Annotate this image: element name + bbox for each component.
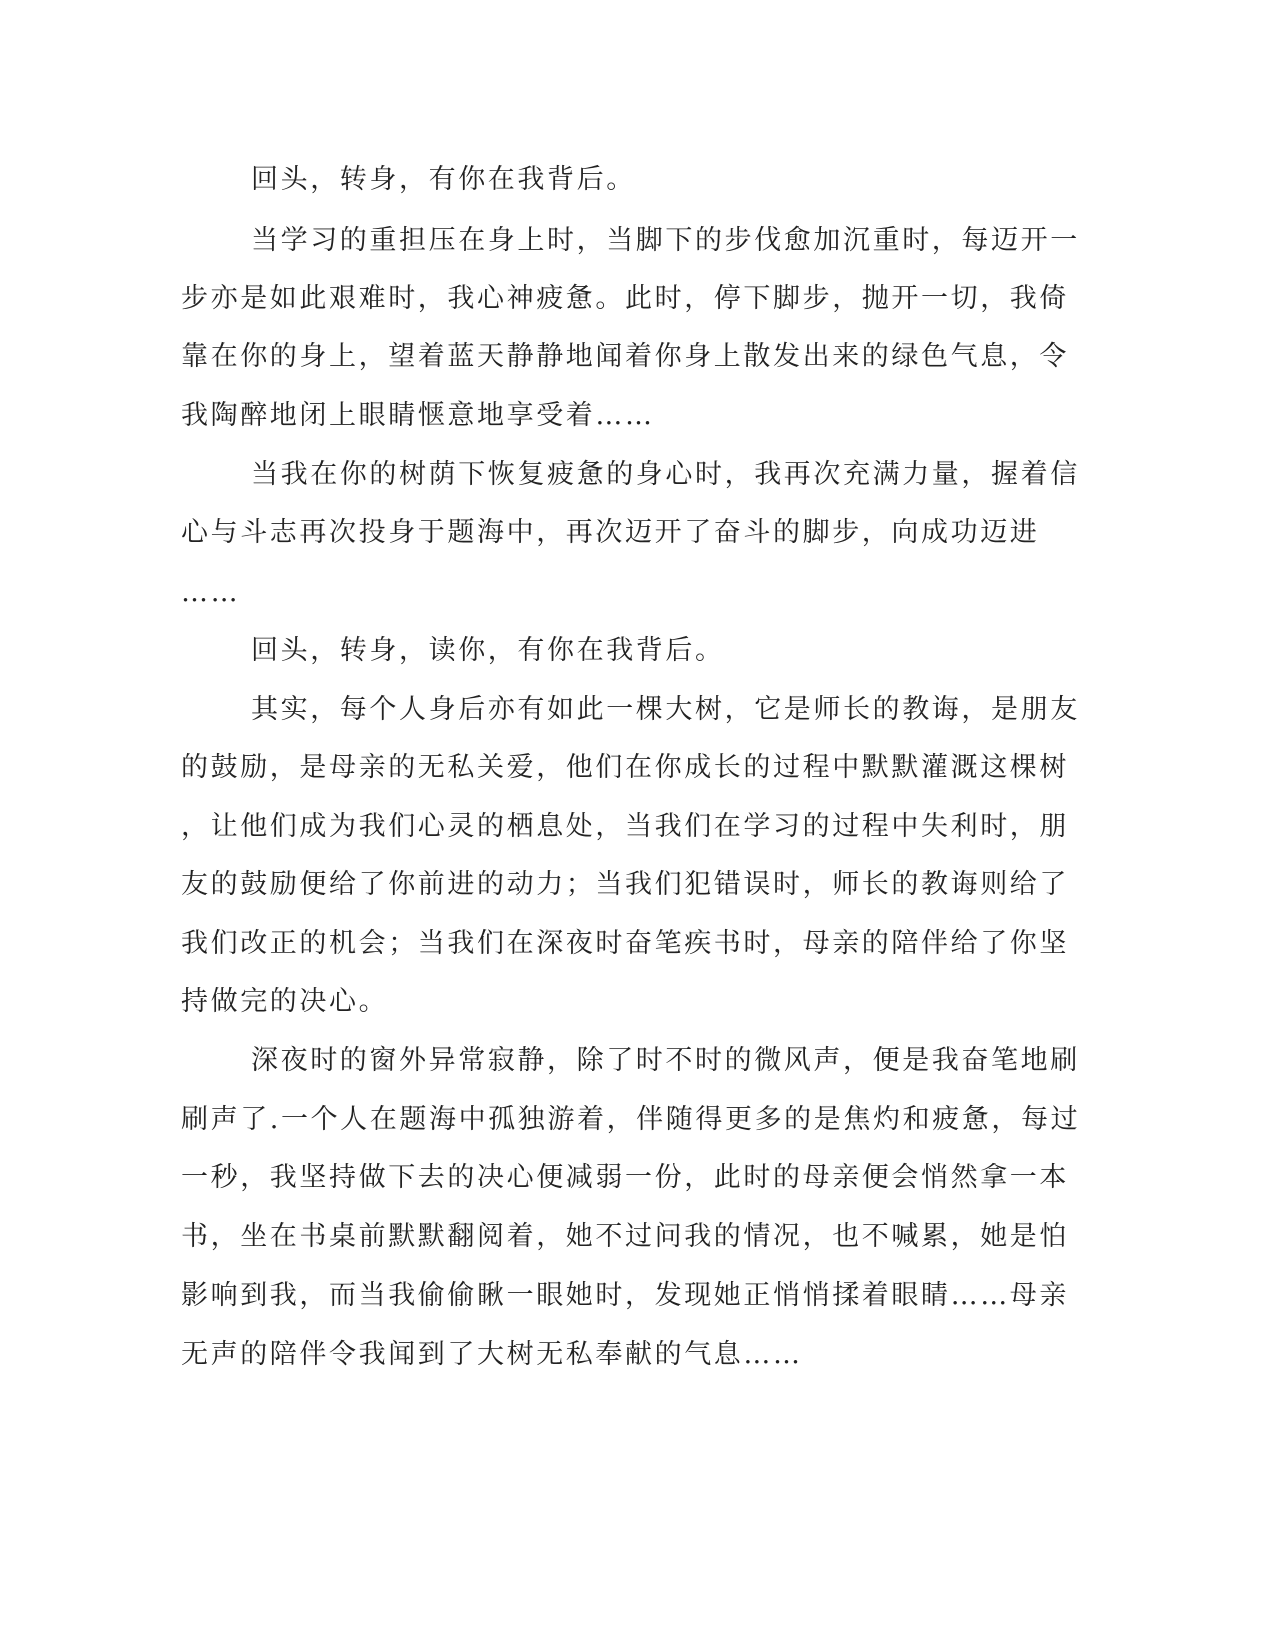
paragraph-2-line-2: 步亦是如此艰难时，我心神疲惫。此时，停下脚步，抛开一切，我倚 [181,283,1069,314]
paragraph-5-line-5: 我们改正的机会；当我们在深夜时奋笔疾书时，母亲的陪伴给了你坚 [181,928,1069,959]
paragraph-4-line-1: 回头，转身，读你，有你在我背后。 [251,635,725,666]
paragraph-6-line-4: 书，坐在书桌前默默翻阅着，她不过问我的情况，也不喊累，她是怕 [181,1221,1069,1252]
paragraph-3-line-1: 当我在你的树荫下恢复疲惫的身心时，我再次充满力量，握着信 [251,459,1080,490]
paragraph-6-line-5: 影响到我，而当我偷偷瞅一眼她时，发现她正悄悄揉着眼睛……母亲 [181,1280,1069,1311]
paragraph-6-line-6: 无声的陪伴令我闻到了大树无私奉献的气息…… [181,1339,803,1370]
paragraph-3-line-3: …… [181,577,241,608]
paragraph-5-line-3: ，让他们成为我们心灵的栖息处，当我们在学习的过程中失利时，朋 [181,811,1069,842]
paragraph-5-line-2: 的鼓励，是母亲的无私关爱，他们在你成长的过程中默默灌溉这棵树 [181,752,1069,783]
paragraph-6-line-3: 一秒，我坚持做下去的决心便减弱一份，此时的母亲便会悄然拿一本 [181,1162,1069,1193]
paragraph-1-line-1: 回头，转身，有你在我背后。 [251,164,636,195]
paragraph-3-line-2: 心与斗志再次投身于题海中，再次迈开了奋斗的脚步，向成功迈进 [181,517,1040,548]
paragraph-5-line-4: 友的鼓励便给了你前进的动力；当我们犯错误时，师长的教诲则给了 [181,869,1069,900]
paragraph-2-line-1: 当学习的重担压在身上时，当脚下的步伐愈加沉重时，每迈开一 [251,225,1080,256]
paragraph-2-line-3: 靠在你的身上，望着蓝天静静地闻着你身上散发出来的绿色气息，令 [181,341,1069,372]
paragraph-5-line-1: 其实，每个人身后亦有如此一棵大树，它是师长的教诲，是朋友 [251,694,1080,725]
paragraph-2-line-4: 我陶醉地闭上眼睛惬意地享受着…… [181,400,655,431]
paragraph-6-line-2: 刷声了.一个人在题海中孤独游着，伴随得更多的是焦灼和疲惫，每过 [181,1104,1081,1135]
paragraph-6-line-1: 深夜时的窗外异常寂静，除了时不时的微风声，便是我奋笔地刷 [251,1045,1080,1076]
paragraph-5-line-6: 持做完的决心。 [181,986,389,1017]
